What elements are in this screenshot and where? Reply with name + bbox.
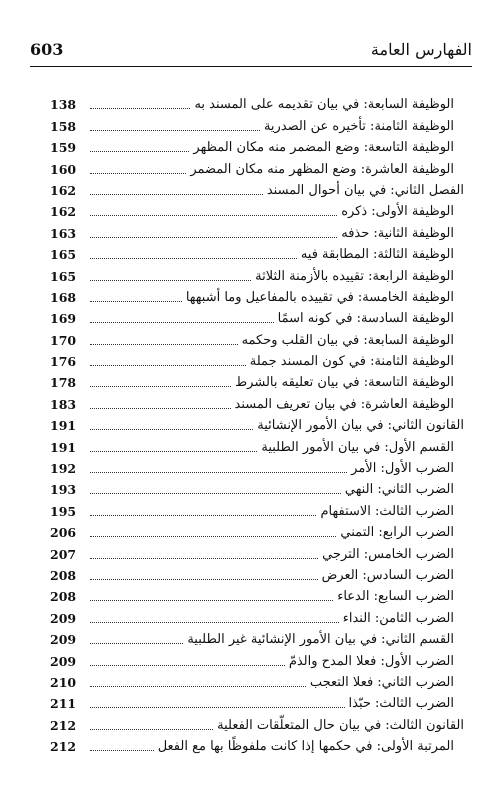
toc-entry (50, 179, 464, 200)
toc-entry-title: الضرب الأول: فعلا المدح والذمّ (288, 653, 454, 669)
toc-entry-title: الوظيفة التاسعة: وضع المضمر منه مكان المظهر (193, 140, 454, 156)
dot-leader (90, 428, 253, 430)
toc-entry (50, 264, 454, 285)
toc-page-number: 192 (50, 461, 77, 477)
toc-page-number: 209 (50, 610, 77, 626)
toc-entry-title: الضرب الثالث: حبّذا (348, 696, 454, 712)
toc-page-number: 207 (50, 546, 77, 562)
toc-page-number: 165 (50, 268, 77, 284)
toc-entry (50, 350, 454, 371)
toc-page-number: 160 (50, 161, 77, 177)
dot-leader (90, 107, 190, 109)
dot-leader (90, 557, 318, 559)
toc-entry-title: الضرب الثاني: فعلا التعجب (309, 674, 454, 690)
dot-leader (90, 492, 341, 494)
toc-entry-title: الوظيفة السابعة: في بيان تقديمه على المسند به (194, 97, 454, 113)
toc-entry-title: القسم الأول: في بيان الأمور الطلبية (261, 439, 454, 455)
toc-entry (50, 692, 454, 713)
dot-leader (90, 236, 337, 238)
toc-page-number: 169 (50, 311, 77, 327)
toc-entry (50, 414, 464, 435)
dot-leader (90, 450, 257, 452)
toc-entry-title: القانون الثالث: في بيان حال المتعلّقات الفعلية (217, 717, 464, 733)
dot-leader (90, 214, 337, 216)
toc-page-number: 158 (50, 118, 77, 134)
toc-page-number: 212 (50, 739, 77, 755)
dot-leader (90, 300, 182, 302)
toc-page-number: 176 (50, 354, 77, 370)
toc-entry (50, 221, 454, 242)
toc-entry-title: الوظيفة التاسعة: في بيان تعليقه بالشرط (235, 375, 454, 391)
toc-page-number: 163 (50, 225, 77, 241)
dot-leader (90, 621, 339, 623)
toc-page-number: 138 (50, 97, 77, 113)
toc-entry-title: الضرب السادس: العرض (321, 567, 454, 583)
toc-page-number: 193 (50, 482, 77, 498)
dot-leader (90, 279, 251, 281)
toc-page-number: 191 (50, 418, 77, 434)
toc-entry-title: الضرب الثاني: النهي (344, 482, 454, 498)
dot-leader (90, 514, 316, 516)
toc-entry-title: الوظيفة السادسة: في كونه اسمًا (277, 311, 454, 327)
toc-entry-title: المرتبة الأولى: في حكمها إذا كانت ملفوظًا بها مع الفعل (157, 739, 454, 755)
toc-entry (50, 671, 454, 692)
toc-page-number: 195 (50, 503, 77, 519)
toc-page-number: 170 (50, 332, 77, 348)
dot-leader (90, 685, 306, 687)
toc-entry (50, 200, 454, 221)
dot-leader (90, 706, 345, 708)
toc-entry (50, 478, 454, 499)
toc-entry-title: الوظيفة الثامنة: تأخيره عن الصدرية (263, 118, 454, 134)
dot-leader (90, 599, 333, 601)
dot-leader (90, 321, 274, 323)
toc-entry-title: الضرب الرابع: التمني (340, 525, 454, 541)
toc-entry (50, 371, 454, 392)
toc-page-number: 208 (50, 567, 77, 583)
toc-page-number: 206 (50, 525, 77, 541)
toc-entry (50, 499, 454, 520)
toc-entry-title: الفصل الثاني: في بيان أحوال المسند (266, 182, 464, 198)
toc-entry-title: الوظيفة الأولى: ذكره (341, 204, 454, 220)
toc-entry-title: الوظيفة الرابعة: تقييده بالأزمنة الثلاثة (255, 268, 454, 284)
toc-entry-title: الوظيفة العاشرة: في بيان تعريف المسند (234, 396, 454, 412)
toc-entry-title: الضرب السابع: الدعاء (337, 589, 454, 605)
toc-entry (50, 628, 454, 649)
dot-leader (90, 257, 297, 259)
toc-entry (50, 328, 454, 349)
dot-leader (90, 728, 213, 730)
toc-entry-title: الوظيفة العاشرة: وضع المظهر منه مكان المضمر (190, 161, 454, 177)
toc-entry (50, 585, 454, 606)
toc-entry-title: الوظيفة الثامنة: في كون المسند جملة (249, 354, 454, 370)
toc-entry (50, 606, 454, 627)
toc-page-number: 178 (50, 375, 77, 391)
toc-entry-title: الوظيفة الخامسة: في تقييده بالمفاعيل وما أشبهها (185, 289, 454, 305)
toc-entry (50, 735, 454, 756)
toc-entry-title: الضرب الثالث: الاستفهام (320, 503, 454, 519)
toc-entry (50, 521, 454, 542)
toc-page-number: 209 (50, 653, 77, 669)
toc-page-number: 210 (50, 674, 77, 690)
table-of-contents (50, 93, 464, 756)
toc-page-number: 165 (50, 247, 77, 263)
page-header (30, 40, 472, 64)
toc-entry-title: الوظيفة السابعة: في بيان القلب وحكمه (241, 332, 454, 348)
toc-page-number: 183 (50, 396, 77, 412)
dot-leader (90, 343, 238, 345)
toc-entry (50, 136, 454, 157)
toc-entry (50, 157, 454, 178)
toc-entry-title: القسم الثاني: في بيان الأمور الإنشائية غير الطلبية (187, 632, 454, 648)
toc-entry (50, 243, 454, 264)
toc-entry (50, 564, 454, 585)
toc-page-number: 209 (50, 632, 77, 648)
toc-entry-title: الضرب الخامس: الترجي (322, 546, 454, 562)
toc-page-number: 211 (50, 696, 77, 712)
toc-entry (50, 542, 454, 563)
dot-leader (90, 535, 336, 537)
toc-entry-title: القانون الثاني: في بيان الأمور الإنشائية (257, 418, 464, 434)
dot-leader (90, 578, 318, 580)
page-title: الفهارس العامة (370, 40, 472, 59)
dot-leader (90, 642, 183, 644)
toc-entry (50, 435, 454, 456)
toc-entry (50, 114, 454, 135)
toc-page-number: 212 (50, 717, 77, 733)
toc-page-number: 162 (50, 204, 77, 220)
toc-entry (50, 649, 454, 670)
dot-leader (90, 172, 186, 174)
dot-leader (90, 193, 263, 195)
toc-page-number: 159 (50, 140, 77, 156)
dot-leader (90, 664, 285, 666)
toc-entry (50, 93, 454, 114)
toc-entry (50, 307, 454, 328)
toc-entry (50, 286, 454, 307)
page-number: 603 (30, 40, 64, 59)
toc-page-number: 168 (50, 289, 77, 305)
toc-entry-title: الضرب الثامن: النداء (342, 610, 454, 626)
dot-leader (90, 150, 189, 152)
toc-entry (50, 392, 454, 413)
toc-entry-title: الضرب الأول: الأمر (351, 461, 454, 477)
dot-leader (90, 471, 347, 473)
dot-leader (90, 129, 260, 131)
dot-leader (90, 749, 154, 751)
toc-entry-title: الوظيفة الثانية: حذفه (341, 225, 454, 241)
dot-leader (90, 364, 246, 366)
dot-leader (90, 407, 231, 409)
toc-page-number: 208 (50, 589, 77, 605)
toc-entry-title: الوظيفة الثالثة: المطابقة فيه (300, 247, 454, 263)
header-divider (30, 66, 472, 67)
dot-leader (90, 385, 231, 387)
toc-entry (50, 713, 464, 734)
toc-page-number: 191 (50, 439, 77, 455)
toc-page-number: 162 (50, 182, 77, 198)
toc-entry (50, 457, 454, 478)
